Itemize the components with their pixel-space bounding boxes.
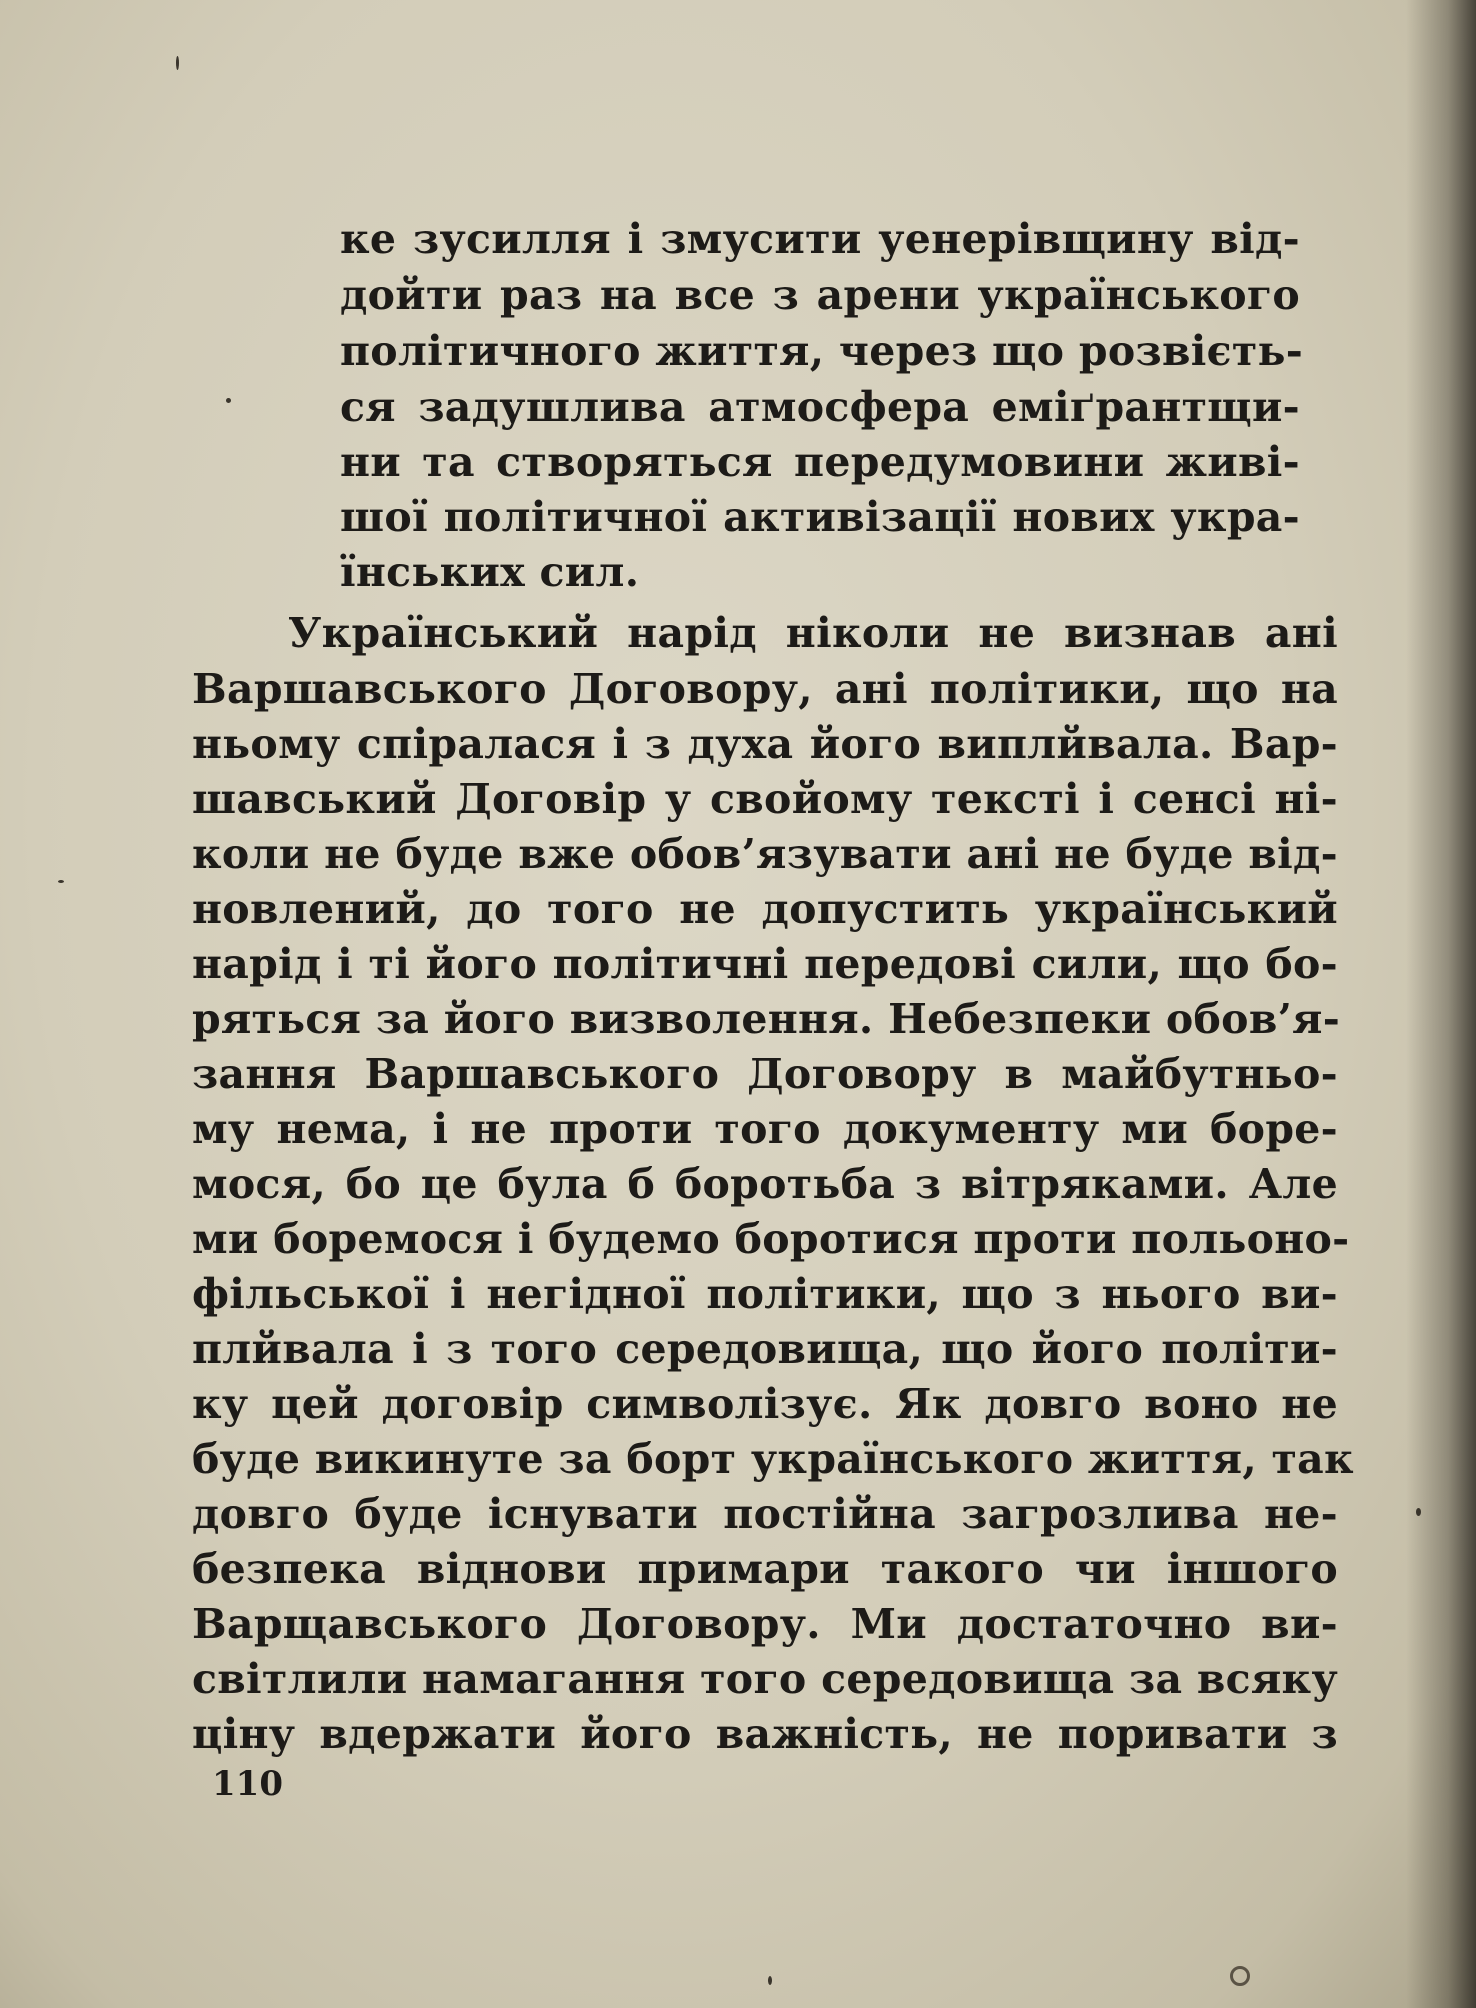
text-line: шавський Договір у свойому тексті і сенсі ні- [192,775,1338,823]
text-line: фільської і негідної політики, що з нього ви- [192,1270,1338,1318]
text-line: їнських сил. [340,548,640,596]
text-line: коли не буде вже обов’язувати ані не буде від- [192,830,1338,878]
text-line: довго буде існувати постійна загрозлива не- [192,1490,1338,1538]
text-line: політичного життя, через що розвієть- [340,327,1304,375]
text-line: дойти раз на все з арени українського [340,271,1300,319]
text-line: му нема, і не проти того документу ми боре- [192,1105,1338,1153]
text-line: світлили намагання того середовища за всяку [192,1655,1338,1703]
text-line: Український нарід ніколи не визнав ані [288,609,1338,657]
text-line: безпека віднови примари такого чи іншого [192,1545,1338,1593]
text-line: ся задушлива атмосфера еміґрантщи- [340,383,1300,431]
paper-speck [1230,1966,1250,1986]
text-line: мося, бо це була б боротьба з вітряками. Але [192,1160,1338,1208]
paper-speck [1416,1508,1421,1516]
text-line: ряться за його визволення. Небезпеки обов’я- [192,995,1341,1043]
text-line: буде викинуте за борт українського життя, так [192,1435,1354,1483]
text-line: новлений, до того не допустить український [192,885,1338,933]
paper-speck [176,56,179,70]
text-line: нарід і ті його політичні передові сили, що бо- [192,940,1338,988]
text-line: ціну вдержати його важність, не поривати з [192,1710,1338,1758]
text-line: ке зусилля і змусити уенерівщину від- [340,215,1300,263]
text-line: Варщавського Договору. Ми достаточно ви- [192,1600,1338,1648]
text-line: ньому спіралася і з духа його виплйвала. Вар- [192,720,1338,768]
text-line: ни та створяться передумовини живі- [340,438,1300,486]
text-line: ми боремося і будемо боротися проти польоно- [192,1215,1350,1263]
text-line: зання Варшавського Договору в майбутньо- [192,1050,1338,1098]
text-line: ку цей договір символізує. Як довго воно не [192,1380,1338,1428]
text-line: плйвала і з того середовища, що його політи- [192,1325,1338,1373]
paper-speck [58,880,64,883]
paper-speck [768,1976,772,1985]
page-number: 110 [212,1764,283,1804]
text-line: Варшавського Договору, ані політики, що на [192,665,1338,713]
paper-speck [226,398,231,403]
text-line: шої політичної активізації нових укра- [340,493,1300,541]
